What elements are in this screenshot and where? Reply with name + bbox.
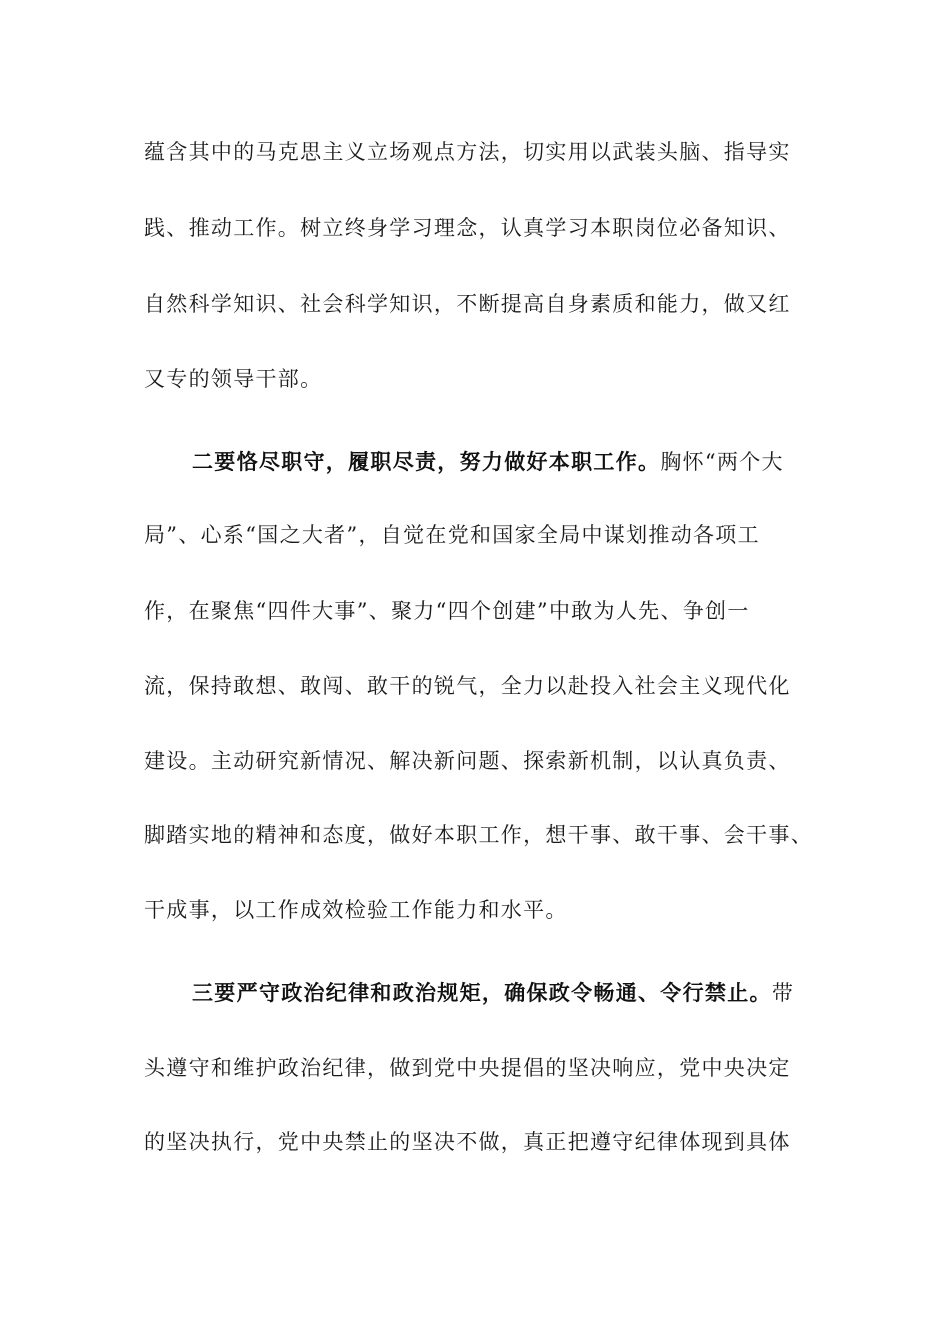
paragraph-2-heading: 二要恪尽职守，履职尽责，努力做好本职工作。: [192, 450, 661, 474]
paragraph-3-line-3: 的坚决执行，党中央禁止的坚决不做，真正把遵守纪律体现到具体: [144, 1130, 791, 1154]
paragraph-2-line-3: 作，在聚焦“四件大事”、聚力“四个创建”中敢为人先、争创一: [144, 599, 750, 623]
paragraph-1-line-1: 蕴含其中的马克思主义立场观点方法，切实用以武装头脑、指导实: [144, 140, 791, 164]
paragraph-2-first-line: [192, 447, 784, 477]
paragraph-3-first-line-text: 带: [771, 981, 795, 1005]
paragraph-3-first-line: [192, 978, 794, 1008]
paragraph-2-line-2: 局”、心系“国之大者”，自觉在党和国家全局中谋划推动各项工: [144, 523, 760, 547]
paragraph-2-line-7: 干成事，以工作成效检验工作能力和水平。: [144, 898, 568, 922]
paragraph-1-line-2: 践、推动工作。树立终身学习理念，认真学习本职岗位必备知识、: [144, 216, 791, 240]
paragraph-2-first-line-text: 胸怀“两个大: [660, 450, 784, 474]
paragraph-1-line-3: 自然科学知识、社会科学知识，不断提高自身素质和能力，做又红: [144, 292, 791, 316]
paragraph-3-line-2: 头遵守和维护政治纪律，做到党中央提倡的坚决响应，党中央决定: [144, 1056, 791, 1080]
paragraph-1-line-4: 又专的领导干部。: [144, 367, 323, 391]
paragraph-3-heading: 三要严守政治纪律和政治规矩，确保政令畅通、令行禁止。: [192, 981, 772, 1005]
paragraph-2-line-6: 脚踏实地的精神和态度，做好本职工作，想干事、敢干事、会干事、: [144, 823, 813, 847]
paragraph-2-line-4: 流，保持敢想、敢闯、敢干的锐气，全力以赴投入社会主义现代化: [144, 674, 791, 698]
paragraph-2-line-5: 建设。主动研究新情况、解决新问题、探索新机制，以认真负责、: [144, 749, 791, 773]
